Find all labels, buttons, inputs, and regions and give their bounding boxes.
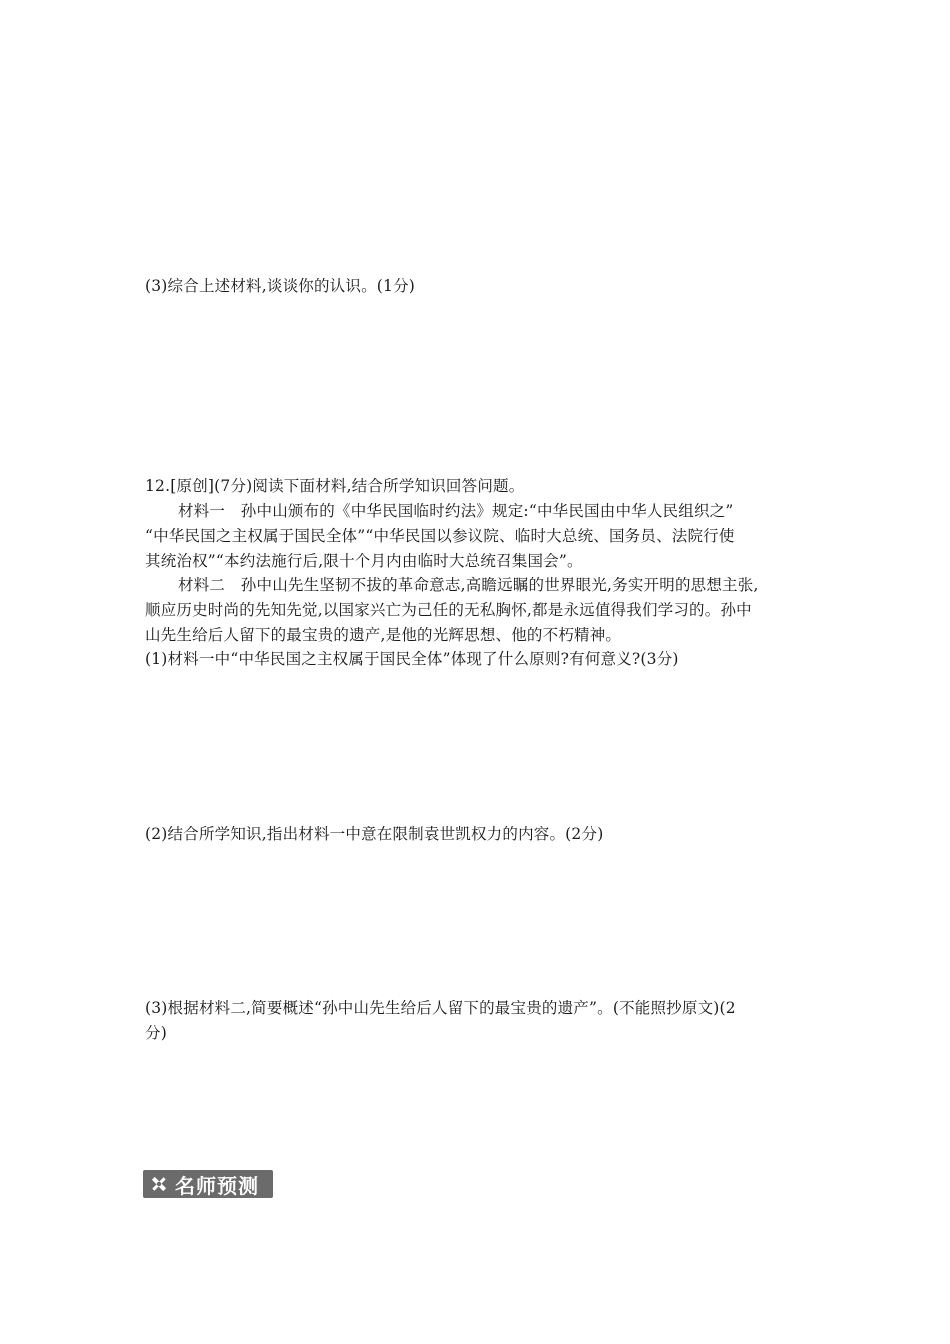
q12-header: 12.[原创](7分)阅读下面材料,结合所学知识回答问题。: [145, 477, 525, 495]
q12-part3-line1: (3)根据材料二,简要概述“孙中山先生给后人留下的最宝贵的遗产”。(不能照抄原文)(2: [145, 999, 736, 1017]
q12-part1: (1)材料一中“中华民国之主权属于国民全体”体现了什么原则?有何意义?(3分): [145, 650, 679, 668]
q12-part2: (2)结合所学知识,指出材料一中意在限制袁世凯权力的内容。(2分): [145, 825, 604, 843]
pencil-ruler-icon: [149, 1174, 169, 1194]
material2-line2: 顺应历史时尚的先知先觉,以国家兴亡为己任的无私胸怀,都是永远值得我们学习的。孙中: [145, 601, 752, 619]
material1-line2: “中华民国之主权属于国民全体”“中华民国以参议院、临时大总统、国务员、法院行使: [145, 527, 735, 545]
section-badge: [143, 1170, 273, 1198]
q11-part3: (3)综合上述材料,谈谈你的认识。(1分): [145, 277, 416, 295]
material1-line3: 其统治权”“本约法施行后,限十个月内由临时大总统召集国会”。: [145, 552, 583, 570]
material2-line3: 山先生给后人留下的最宝贵的遗产,是他的光辉思想、他的不朽精神。: [145, 626, 622, 644]
section-badge-label: 名师预测: [175, 1173, 259, 1198]
q12-part3-line2: 分): [145, 1024, 167, 1042]
material1-line1: 材料一 孙中山颁布的《中华民国临时约法》规定:“中华民国由中华人民组织之”: [178, 502, 734, 520]
material2-line1: 材料二 孙中山先生坚韧不拔的革命意志,高瞻远瞩的世界眼光,务实开明的思想主张,: [178, 576, 759, 594]
